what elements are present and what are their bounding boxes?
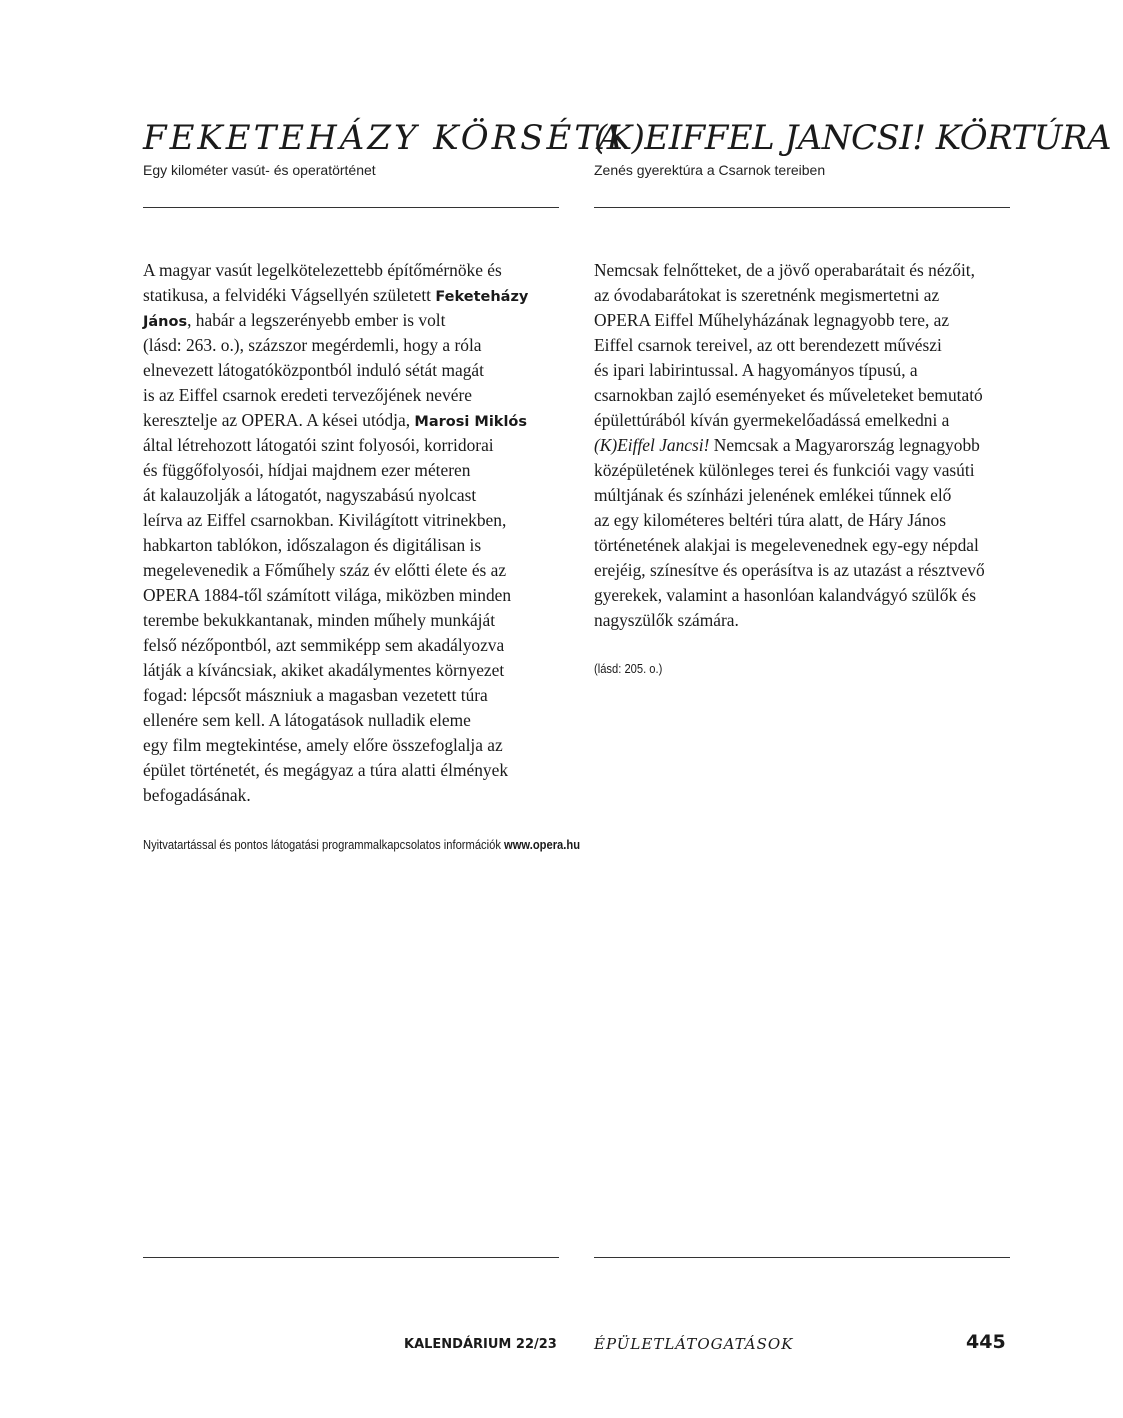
text-line: gyerekek, valamint a hasonlóan kalandvágyó szülők és <box>594 585 976 605</box>
text-line: ellenére sem kell. A látogatások nulladik eleme <box>143 710 471 730</box>
text-line: terembe bekukkantanak, minden műhely munkáját <box>143 610 496 630</box>
text-line: elnevezett látogatóközpontból induló sétát magát <box>143 360 484 380</box>
text-line: (lásd: 263. o.), százszor megérdemli, hogy a róla <box>143 335 482 355</box>
text-line: által létrehozott látogatói szint folyosói, korridorai <box>143 435 494 455</box>
right-subtitle: Zenés gyerektúra a Csarnok tereiben <box>594 162 826 178</box>
text-line: erejéig, színesítve és operásítva is az utazást a résztvevő <box>594 560 985 580</box>
text-line: statikusa, a felvidéki Vágsellyén született Feketeházy <box>143 285 529 305</box>
text-line: Nemcsak felnőtteket, de a jövő operabarátait és nézőit, <box>594 260 975 280</box>
text-line: leírva az Eiffel csarnokban. Kivilágított vitrinekben, <box>143 510 507 530</box>
text-line: látják a kíváncsiak, akiket akadálymentes környezet <box>143 660 505 680</box>
footer-section-title: ÉPÜLETLÁTOGATÁSOK <box>594 1335 794 1353</box>
text-line: A magyar vasút legelkötelezettebb építőmérnöke és <box>143 260 502 280</box>
text-line: OPERA 1884-től számított világa, miközben minden <box>143 585 512 605</box>
text-line: épület történetét, és megágyaz a túra alatti élmények <box>143 760 509 780</box>
right-bottom-rule <box>594 1257 1010 1258</box>
text-line: kapcsolatos információk www.opera.hu <box>381 837 581 852</box>
text-line: befogadásának. <box>143 785 251 805</box>
right-top-rule <box>594 207 1010 208</box>
text-line: János, habár a legszerényebb ember is volt <box>143 310 446 330</box>
right-body-text <box>594 258 1010 633</box>
right-reference-note <box>594 657 662 681</box>
right-title: (K)EIFFEL JANCSI! KÖRTÚRA <box>594 118 1112 158</box>
text-line: át kalauzolják a látogatót, nagyszabású nyolcast <box>143 485 477 505</box>
left-title: FEKETEHÁZY KÖRSÉTA <box>143 118 626 158</box>
text-line: egy film megtekintése, amely előre összefoglalja az <box>143 735 503 755</box>
text-line: keresztelje az OPERA. A kései utódja, Marosi Miklós <box>143 410 528 430</box>
text-line: középületének különleges terei és funkciói vagy vasúti <box>594 460 975 480</box>
left-subtitle: Egy kilométer vasút- és operatörténet <box>143 162 376 178</box>
text-line: az egy kilométeres beltéri túra alatt, de Háry János <box>594 510 947 530</box>
text-line: habkarton tablókon, időszalagon és digitálisan is <box>143 535 482 555</box>
text-line: felső nézőpontból, azt semmiképp sem akadályozva <box>143 635 505 655</box>
left-body-text <box>143 258 559 808</box>
left-info-note <box>143 833 580 857</box>
text-line: csarnokban zajló eseményeket és műveleteket bemutató <box>594 385 983 405</box>
text-line: fogad: lépcsőt mászniuk a magasban vezetett túra <box>143 685 488 705</box>
text-line: és függőfolyosói, hídjai majdnem ezer méteren <box>143 460 471 480</box>
text-line: (K)Eiffel Jancsi! Nemcsak a Magyarország legnagyobb <box>594 435 980 455</box>
text-line: OPERA Eiffel Műhelyházának legnagyobb tere, az <box>594 310 950 330</box>
text-line: múltjának és színházi jelenének emlékei tűnnek elő <box>594 485 952 505</box>
text-line: nagyszülők számára. <box>594 610 739 630</box>
text-line: és ipari labirintussal. A hagyományos típusú, a <box>594 360 918 380</box>
left-top-rule <box>143 207 559 208</box>
page-number: 445 <box>966 1331 1006 1353</box>
text-line: Eiffel csarnok tereivel, az ott berendezett művészi <box>594 335 942 355</box>
footer-publication: KALENDÁRIUM 22/23 <box>404 1337 557 1352</box>
text-line: az óvodabarátokat is szeretnénk megismertetni az <box>594 285 940 305</box>
text-line: történetének alakjai is megelevenednek egy-egy népdal <box>594 535 979 555</box>
text-line: (lásd: 205. o.) <box>594 661 663 676</box>
text-line: is az Eiffel csarnok eredeti tervezőjének nevére <box>143 385 472 405</box>
text-line: Nyitvatartással és pontos látogatási programmal <box>143 837 382 852</box>
left-bottom-rule <box>143 1257 559 1258</box>
text-line: megelevenedik a Főműhely száz év előtti élete és az <box>143 560 507 580</box>
text-line: épülettúrából kíván gyermekelőadássá emelkedni a <box>594 410 950 430</box>
